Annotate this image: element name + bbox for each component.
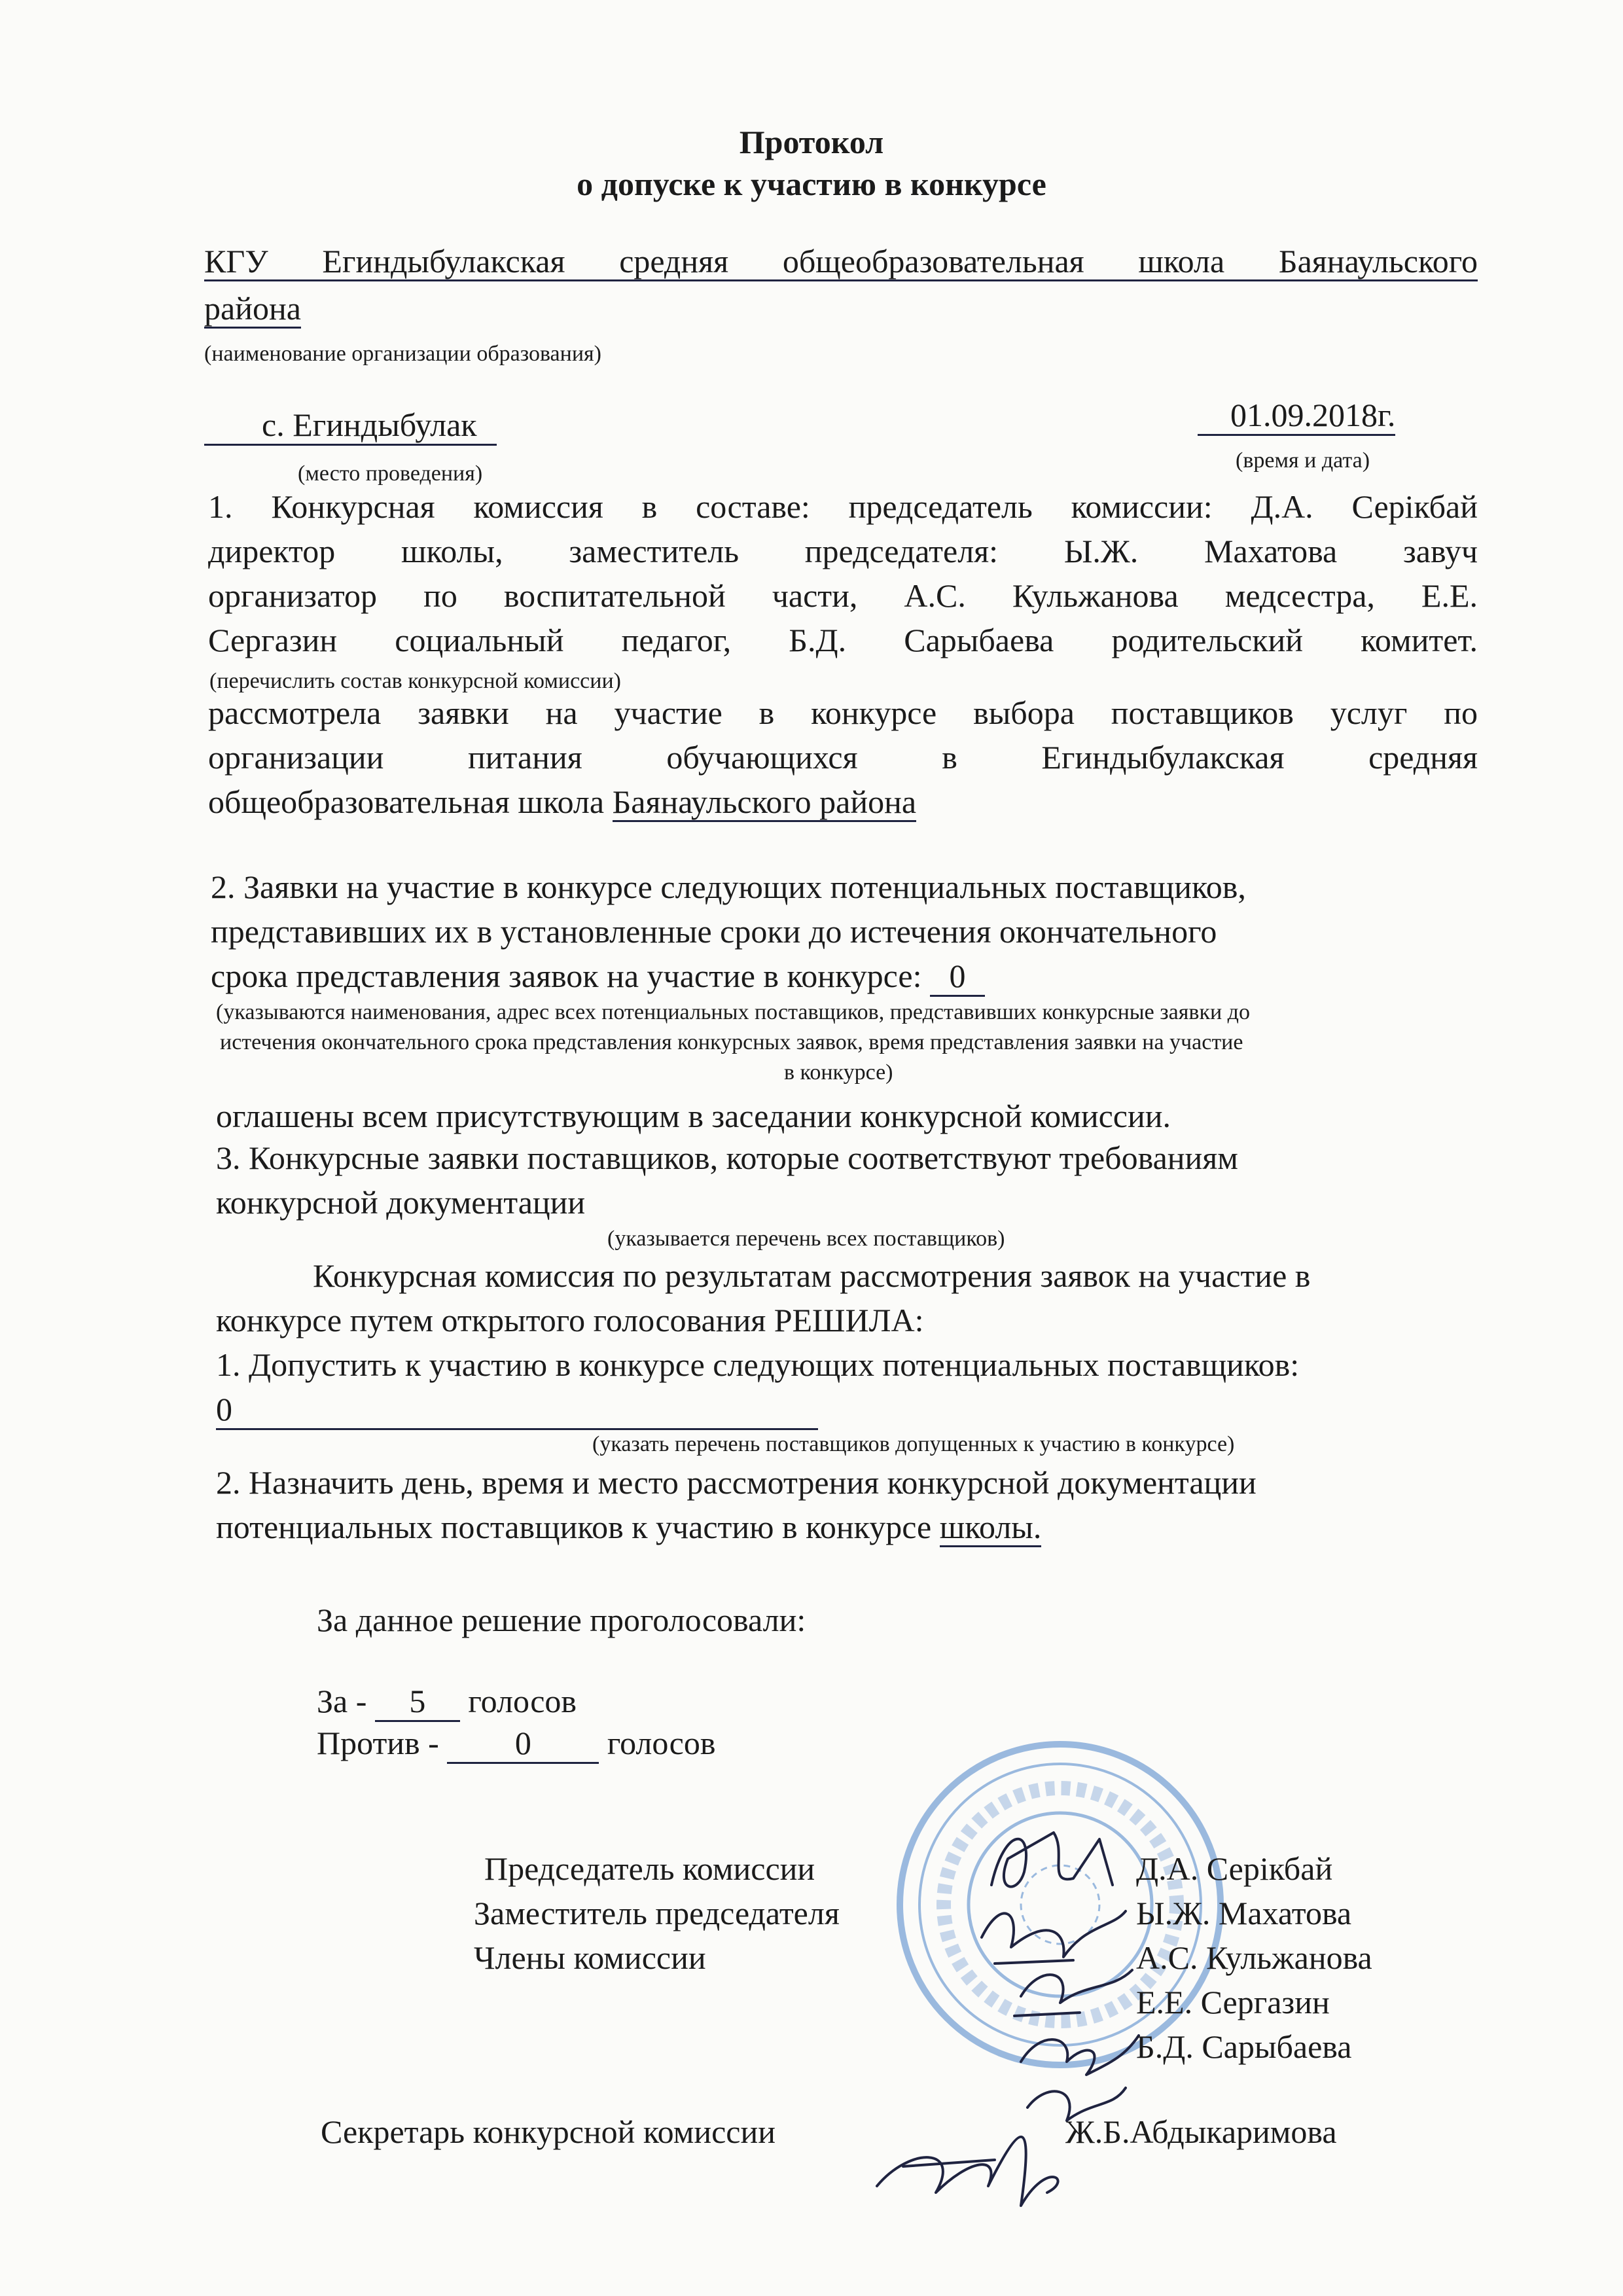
- section2-announced: оглашены всем присутствующим в заседании конкурсной комиссии.: [216, 1098, 1171, 1134]
- section2-caption-3: в конкурсе): [784, 1060, 893, 1085]
- decision-point2-line-2: потенциальных поставщиков к участию в конкурсе школы.: [216, 1508, 1041, 1546]
- admitted-caption: (указать перечень поставщиков допущенных к участию в конкурсе): [592, 1432, 1235, 1456]
- role-secretary: Секретарь конкурсной комиссии: [321, 2113, 776, 2150]
- section2-caption-2: истечения окончательного срока представления конкурсных заявок, время представления заявки на участие: [220, 1030, 1243, 1054]
- reviewed-line-3: общеобразовательная школа Баянаульского района: [208, 783, 916, 821]
- decision-point2-line-1: 2. Назначить день, время и место рассмотрения конкурсной документации: [216, 1464, 1257, 1501]
- section3-line-2: конкурсной документации: [216, 1184, 586, 1221]
- section3-caption: (указывается перечень всех поставщиков): [607, 1227, 1005, 1251]
- role-deputy-chairman: Заместитель председателя: [474, 1895, 840, 1931]
- reviewed-line-1: рассмотрела заявки на участие в конкурсе выбора поставщиков услуг по: [208, 694, 1478, 731]
- vote-intro: За данное решение проголосовали:: [317, 1602, 806, 1638]
- name-member-3: Б.Д. Сарыбаева: [1136, 2028, 1352, 2065]
- organization-name-line2: района: [204, 289, 301, 327]
- commission-line-4: Сергазин социальный педагог, Б.Д. Сарыбаева родительский комитет.: [208, 622, 1478, 658]
- section2-line-2: представивших их в установленные сроки до истечения окончательного: [211, 913, 1217, 950]
- commission-line-1: 1. Конкурсная комиссия в составе: председатель комиссии: Д.А. Серікбай: [208, 488, 1478, 525]
- commission-line-3: организатор по воспитательной части, А.С. Кульжанова медсестра, Е.Е.: [208, 577, 1478, 614]
- name-member-1: А.С. Кульжанова: [1136, 1939, 1372, 1976]
- decision-line-2: конкурсе путем открытого голосования РЕШИЛА:: [216, 1302, 924, 1338]
- decision-line-1: Конкурсная комиссия по результатам рассмотрения заявок на участие в: [313, 1257, 1311, 1294]
- name-deputy-chairman: Ы.Ж. Махатова: [1136, 1895, 1352, 1931]
- meeting-place: с. Егиндыбулак: [204, 406, 497, 446]
- vote-against: Против - 0 голосов: [317, 1724, 715, 1764]
- vote-for: За - 5 голосов: [317, 1682, 577, 1722]
- reviewed-line-2: организации питания обучающихся в Егиндыбулакская средняя: [208, 739, 1478, 776]
- section3-line-1: 3. Конкурсные заявки поставщиков, которые соответствуют требованиям: [216, 1139, 1238, 1176]
- meeting-date: 01.09.2018г.: [1198, 396, 1395, 436]
- document-title: Протокол: [739, 124, 884, 160]
- section2-line-3: срока представления заявок на участие в конкурсе: 0: [211, 957, 985, 997]
- role-chairman: Председатель комиссии: [484, 1850, 815, 1887]
- organization-caption: (наименование организации образования): [204, 342, 601, 366]
- section2-line-1: 2. Заявки на участие в конкурсе следующих потенциальных поставщиков,: [211, 869, 1246, 905]
- organization-name-line1: КГУ Егиндыбулакская средняя общеобразовательная школа Баянаульского: [204, 242, 1478, 280]
- name-member-2: Е.Е. Сергазин: [1136, 1984, 1330, 2020]
- place-caption: (место проведения): [298, 461, 483, 486]
- name-secretary: Ж.Б.Абдыкаримова: [1065, 2113, 1337, 2150]
- admitted-suppliers: 0: [216, 1390, 818, 1430]
- role-members: Члены комиссии: [474, 1939, 706, 1976]
- commission-line-2: директор школы, заместитель председателя: Ы.Ж. Махатова завуч: [208, 533, 1478, 569]
- commission-caption: (перечислить состав конкурсной комиссии): [209, 669, 621, 693]
- document-subtitle: о допуске к участию в конкурсе: [577, 166, 1046, 202]
- name-chairman: Д.А. Серікбай: [1136, 1850, 1333, 1887]
- section2-caption-1: (указываются наименования, адрес всех потенциальных поставщиков, представивших конкурсные заявки до: [216, 1000, 1250, 1024]
- date-caption: (время и дата): [1236, 448, 1370, 473]
- decision-line-3: 1. Допустить к участию в конкурсе следующих потенциальных поставщиков:: [216, 1346, 1300, 1383]
